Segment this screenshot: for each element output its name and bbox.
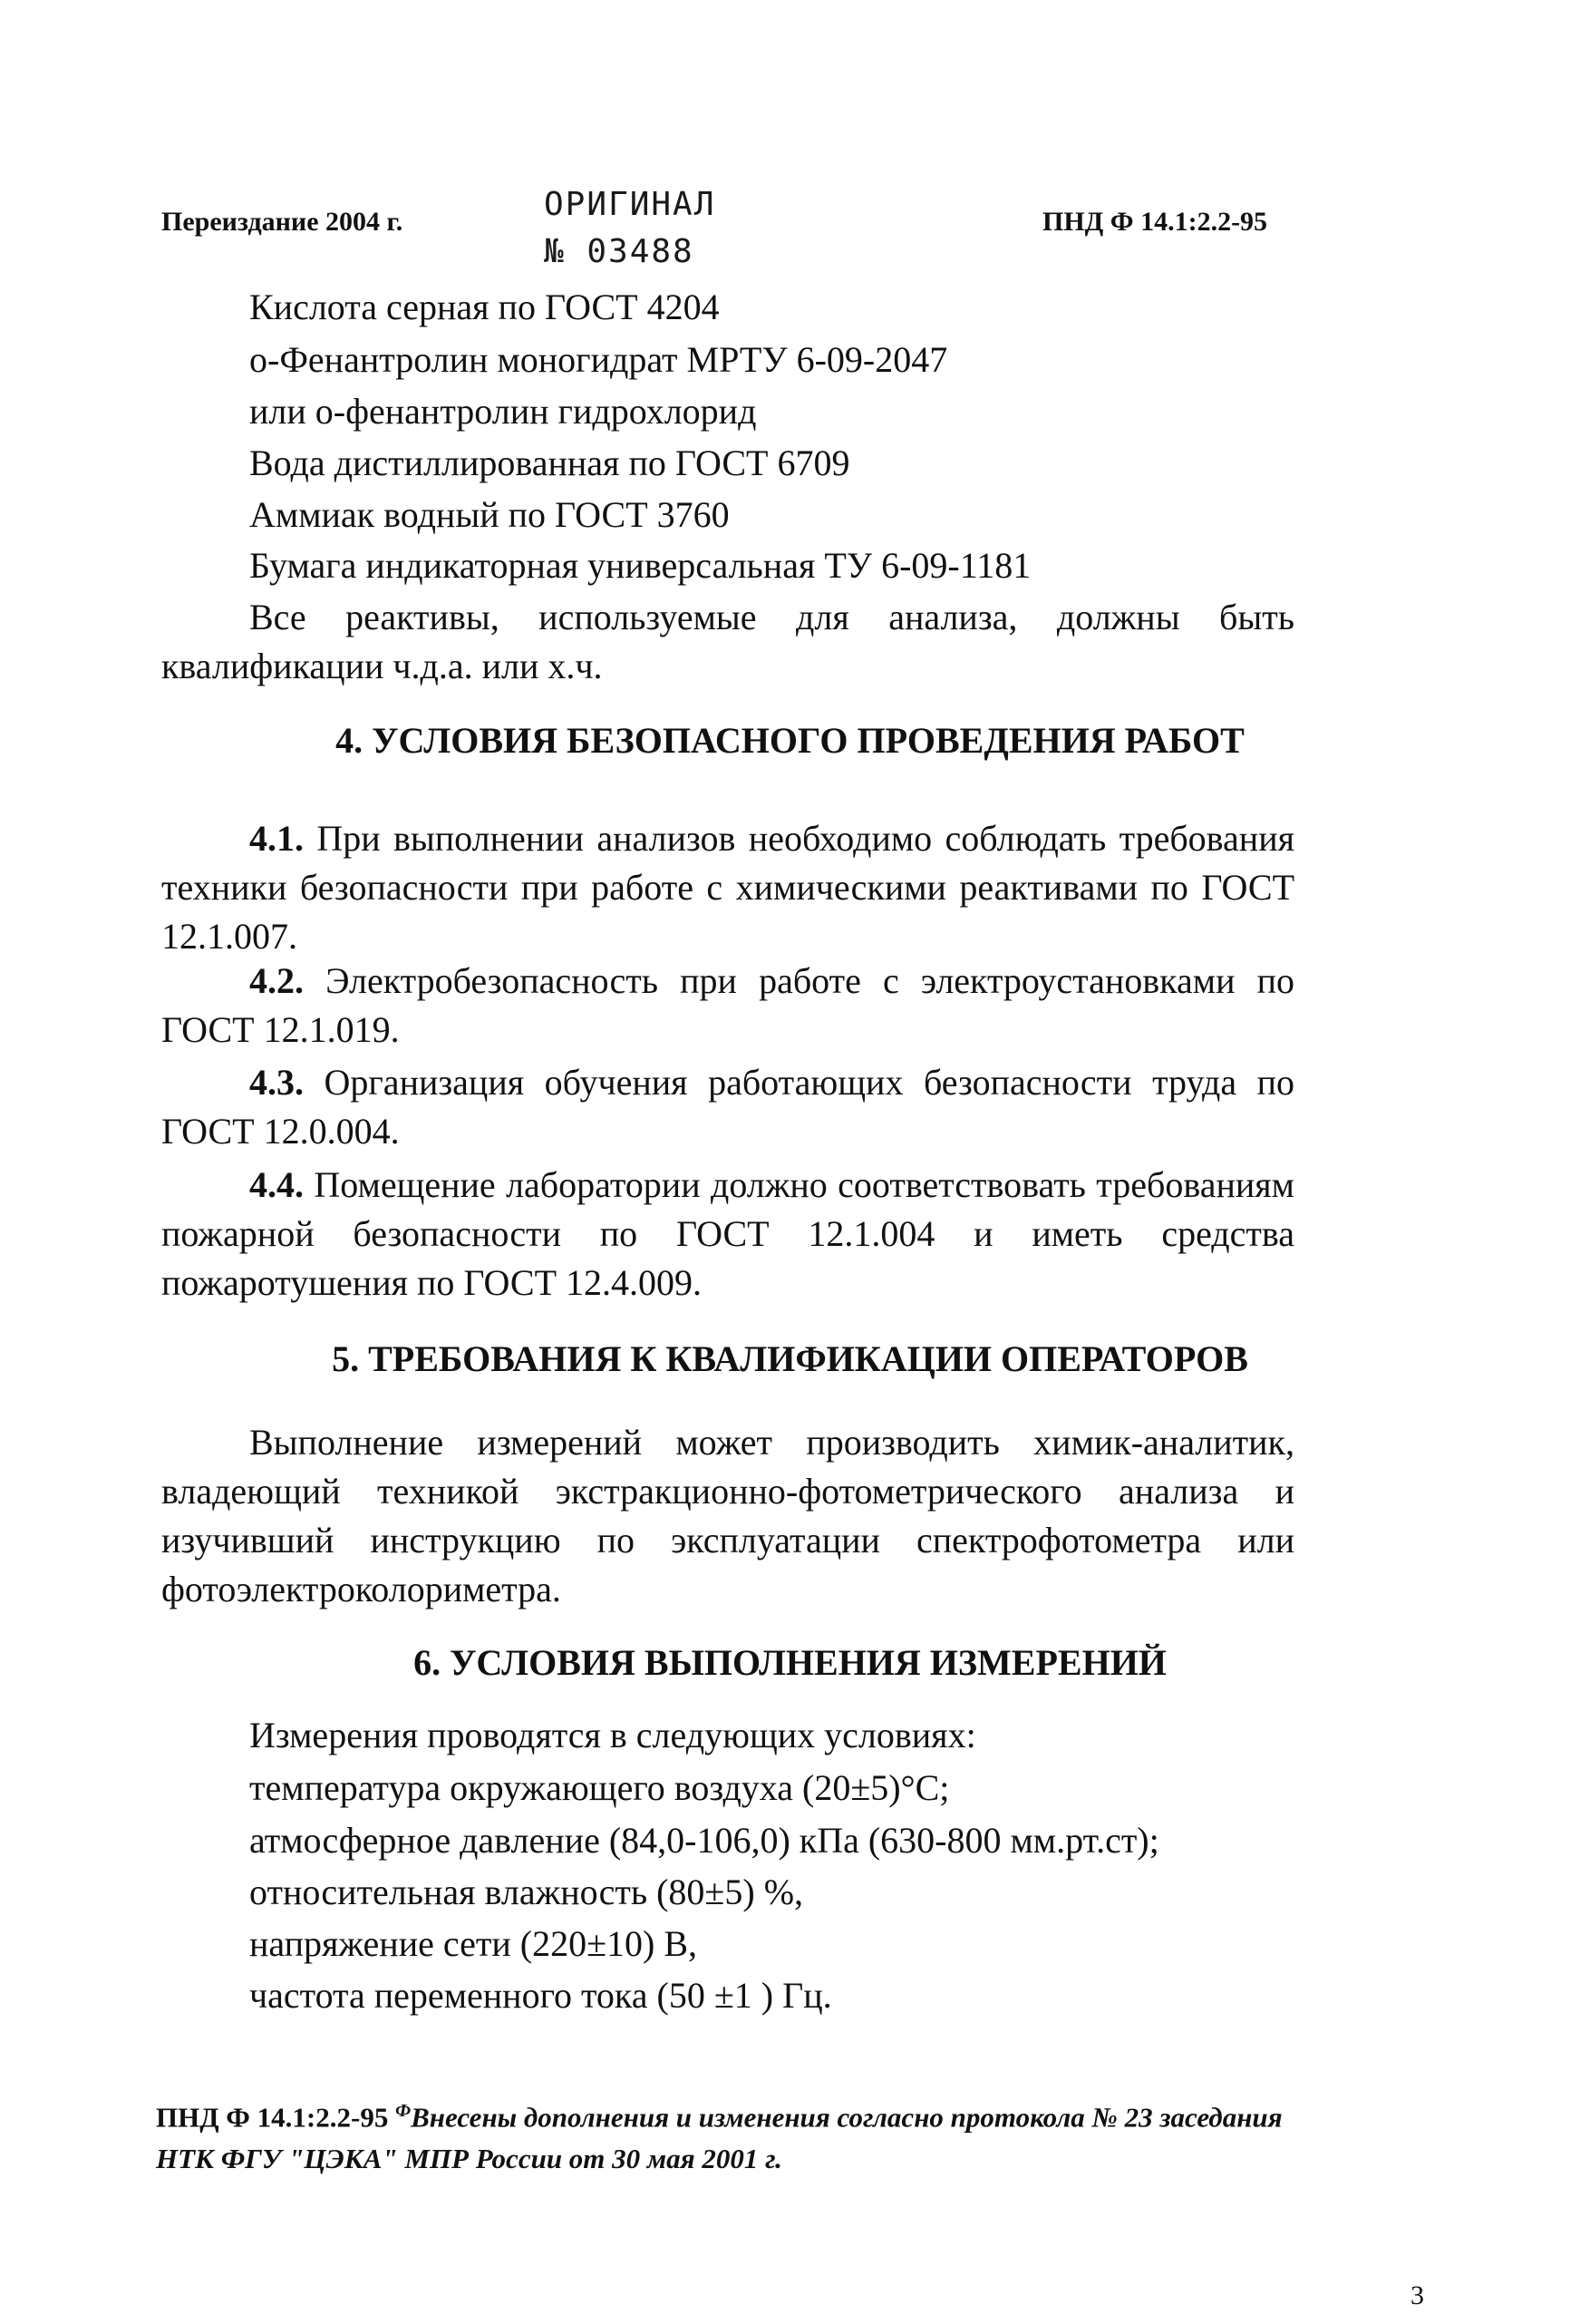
section-4-item: [161, 1058, 1294, 1156]
section-4-item: [161, 957, 1294, 1055]
item-text: При выполнении анализов необходимо соблюдать требования техники безопасности при работе с химическими реактивами по ГОСТ 12.1.007.: [161, 818, 1294, 957]
page-number: 3: [1410, 2280, 1424, 2310]
footer-note-text: Внесены дополнения и изменения согласно протокола № 23 заседания НТК ФГУ "ЦЭКА" МПР России от 30 мая 2001 г.: [156, 2101, 1283, 2175]
section-5-text: Выполнение измерений может производить химик-аналитик, владеющий техникой экстракционно-фотометрического анализа и изучивший инструкцию по эксплуатации спектрофотометра или фотоэлектроколориметра.: [161, 1422, 1294, 1609]
condition-line: атмосферное давление (84,0-106,0) кПа (630-800 мм.рт.ст);: [249, 1820, 1159, 1861]
condition-line: частота переменного тока (50 ±1 ) Гц.: [249, 1975, 832, 2016]
section-4-title: 4. УСЛОВИЯ БЕЗОПАСНОГО ПРОВЕДЕНИЯ РАБОТ: [335, 720, 1245, 761]
section-4-item: [161, 814, 1294, 961]
stamp-title: ОРИГИНАЛ: [544, 186, 716, 223]
condition-line: относительная влажность (80±5) %,: [249, 1872, 804, 1912]
section-5-title: 5. ТРЕБОВАНИЯ К КВАЛИФИКАЦИИ ОПЕРАТОРОВ: [332, 1338, 1248, 1379]
reagent-line: Бумага индикаторная универсальная ТУ 6-09-1181: [249, 545, 1032, 586]
item-text: Помещение лаборатории должно соответствовать требованиям пожарной безопасности по ГОСТ 12.1.004 и иметь средства пожаротушения по ГОСТ 12.4.009.: [161, 1164, 1294, 1303]
stamp-number: № 03488: [544, 233, 694, 270]
footer-note: [156, 2090, 1334, 2180]
condition-line: температура окружающего воздуха (20±5)°С;: [249, 1767, 950, 1808]
item-text: Электробезопасность при работе с электроустановками по ГОСТ 12.1.019.: [161, 960, 1294, 1050]
section-6-title: 6. УСЛОВИЯ ВЫПОЛНЕНИЯ ИЗМЕРЕНИЙ: [413, 1642, 1167, 1683]
item-number: 4.4.: [249, 1164, 304, 1205]
document-code: ПНД Ф 14.1:2.2-95: [1042, 207, 1268, 237]
item-text: Организация обучения работающих безопасности труда по ГОСТ 12.0.004.: [161, 1062, 1295, 1152]
reagent-line: или о-фенантролин гидрохлорид: [249, 391, 757, 432]
item-number: 4.2.: [249, 960, 304, 1001]
footer-mark: Ф: [395, 2101, 412, 2121]
item-number: 4.3.: [249, 1062, 304, 1103]
reagent-line: Кислота серная по ГОСТ 4204: [249, 287, 720, 327]
reagent-line: о-Фенантролин моногидрат МРТУ 6-09-2047: [249, 339, 948, 380]
reagent-line: Аммиак водный по ГОСТ 3760: [249, 494, 730, 535]
reagent-line: Вода дистиллированная по ГОСТ 6709: [249, 442, 850, 483]
reagents-note: Все реактивы, используемые для анализа, должны быть квалификации ч.д.а. или х.ч.: [161, 597, 1294, 686]
conditions-intro: Измерения проводятся в следующих условиях:: [249, 1715, 976, 1755]
condition-line: напряжение сети (220±10) В,: [249, 1923, 698, 1964]
edition-label: Переиздание 2004 г.: [161, 207, 403, 237]
original-stamp: [544, 181, 715, 276]
item-number: 4.1.: [249, 818, 304, 859]
footer-doc-code: ПНД Ф 14.1:2.2-95: [156, 2101, 389, 2134]
section-4-item: [161, 1161, 1294, 1308]
